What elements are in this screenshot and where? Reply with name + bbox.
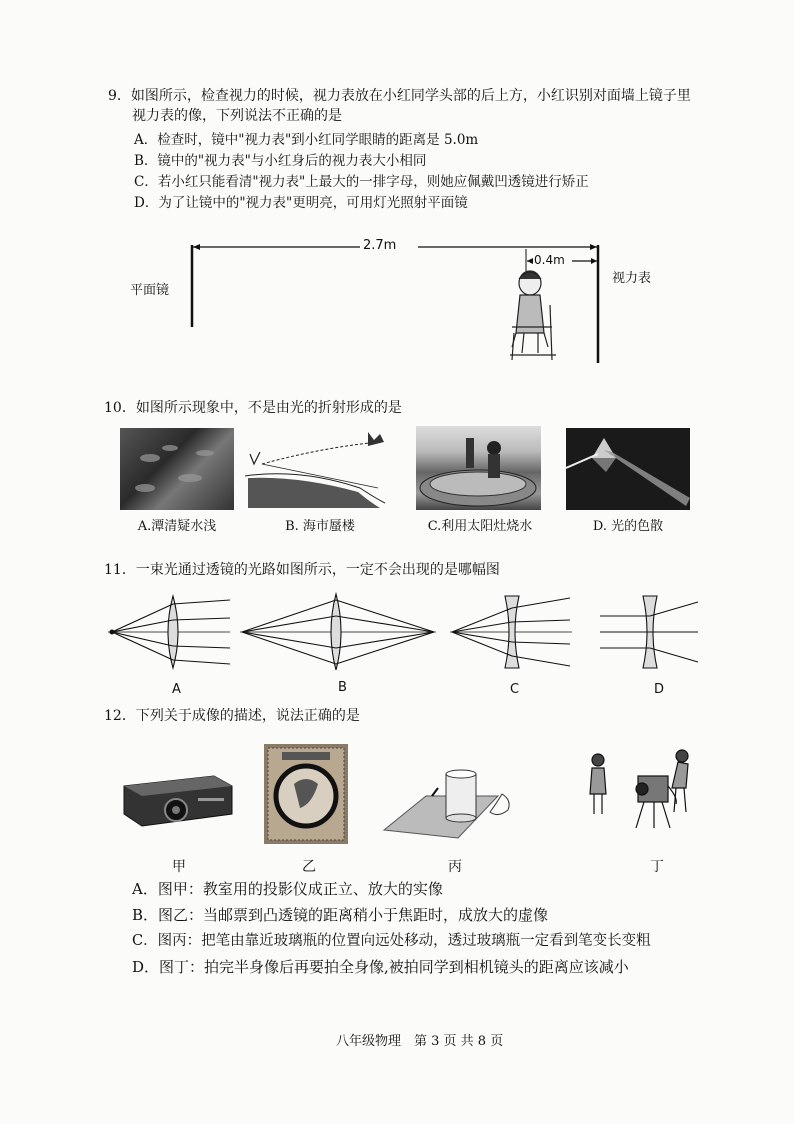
q12-label-yi: 乙 xyxy=(302,859,316,875)
q10-caption-d: D. 光的色散 xyxy=(592,519,664,534)
q9-option-a: A．检查时，镜中"视力表"到小红同学眼睛的距离是 5.0m xyxy=(134,132,479,148)
q11-label-d: D xyxy=(654,682,665,697)
q9-option-b: B．镜中的"视力表"与小红身后的视力表大小相同 xyxy=(134,153,427,169)
q9-option-c: C．若小红只能看清"视力表"上最大的一排字母，则她应佩戴凹透镜进行矫正 xyxy=(134,174,589,190)
eye-chart-label: 视力表 xyxy=(612,271,652,286)
camera-photo-image xyxy=(582,742,702,838)
page-footer: 八年级物理 第 3 页 共 8 页 xyxy=(336,1034,504,1049)
q12-label-ding: 丁 xyxy=(650,859,664,875)
q10-caption-a: A.潭清疑水浅 xyxy=(137,519,217,534)
lens-ray-diagrams xyxy=(100,590,700,670)
q12-label-bing: 丙 xyxy=(448,859,462,875)
solar-cooker-image xyxy=(416,426,541,510)
lens-diagram-d xyxy=(600,596,698,668)
lens-diagram-a xyxy=(108,596,230,668)
q11-label-c: C xyxy=(510,682,520,697)
q12-label-jia: 甲 xyxy=(172,859,186,875)
q12-option-b: B．图乙：当邮票到凸透镜的距离稍小于焦距时，成放大的虚像 xyxy=(132,906,549,924)
dispersion-prism-image xyxy=(566,428,690,510)
q12-stem: 12．下列关于成像的描述，说法正确的是 xyxy=(104,708,360,724)
distance-total-label: 2.7m xyxy=(363,238,397,253)
lens-diagram-c xyxy=(450,596,572,668)
mirror-label: 平面镜 xyxy=(130,283,170,298)
q11-label-a: A xyxy=(172,682,181,697)
q9-stem-line2: 视力表的像，下列说法不正确的是 xyxy=(132,108,342,124)
q10-caption-c: C.利用太阳灶烧水 xyxy=(427,519,533,534)
q10-stem: 10．如图所示现象中，不是由光的折射形成的是 xyxy=(104,400,402,416)
q9-stem-line1: 9．如图所示，检查视力的时候，视力表放在小红同学头部的后上方，小红识别对面墙上镜子里 xyxy=(108,88,691,104)
q12-option-a: A．图甲：教室用的投影仪成正立、放大的实像 xyxy=(132,880,443,898)
q12-option-d: D．图丁：拍完半身像后再要拍全身像,被拍同学到相机镜头的距离应该减小 xyxy=(132,958,629,976)
q10-caption-b: B. 海市蜃楼 xyxy=(285,519,355,534)
mirage-image xyxy=(240,428,395,510)
q9-option-d: D．为了让镜中的"视力表"更明亮，可用灯光照射平面镜 xyxy=(134,195,468,211)
glass-bottle-pen-image xyxy=(380,766,520,848)
projector-image xyxy=(118,768,236,830)
lens-diagram-b xyxy=(240,594,436,670)
stamp-magnifier-image xyxy=(264,744,348,844)
girl-figure xyxy=(510,271,556,360)
pond-fish-image xyxy=(120,428,234,510)
q11-label-b: B xyxy=(338,680,347,695)
q12-option-c: C．图丙：把笔由靠近玻璃瓶的位置向远处移动，透过玻璃瓶一定看到笔变长变粗 xyxy=(132,933,651,949)
q11-stem: 11．一束光通过透镜的光路如图所示，一定不会出现的是哪幅图 xyxy=(104,562,500,578)
distance-person-label: 0.4m xyxy=(534,253,565,267)
